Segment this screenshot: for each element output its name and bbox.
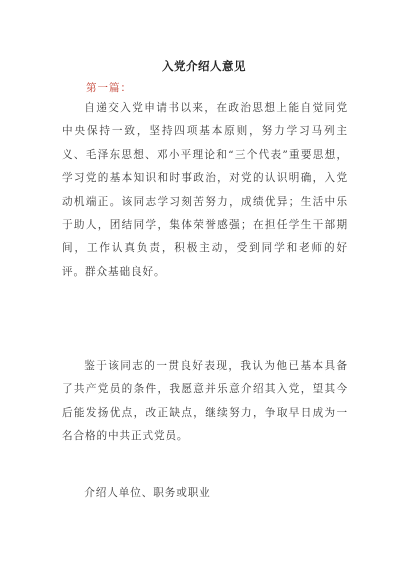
paragraph: 鉴于该同志的一贯良好表现，我认为他已基本具备了共产党员的条件，我愿意并乐意介绍其入党，望其今后能发扬优点，改正缺点，继续努力，争取早日成为一名合格的中共正式党员。 [62, 360, 348, 443]
paragraph-block-3 [62, 482, 348, 505]
section-label: 第一篇： [86, 82, 132, 94]
introducer-info-label: 介绍人单位、职务或职业 [84, 487, 211, 499]
paragraph-block-1 [62, 97, 348, 284]
document-title: 入党介绍人意见 [162, 59, 246, 73]
paragraph: 自递交入党申请书以来，在政治思想上能自觉同党中央保持一致，坚持四项基本原则，努力学习马列主义、毛泽东思想、邓小平理论和“三个代表”重要思想，学习党的基本知识和时事政治，对党的认识明确，入党动机端正。该同志学习刻苦努力，成绩优异；生活中乐于助人，团结同学，集体荣誉感强；在担任学生干部期间，工作认真负责，积极主动，受到同学和老师的好评。群众基础良好。 [62, 102, 348, 278]
paragraph-block-2 [62, 355, 348, 449]
